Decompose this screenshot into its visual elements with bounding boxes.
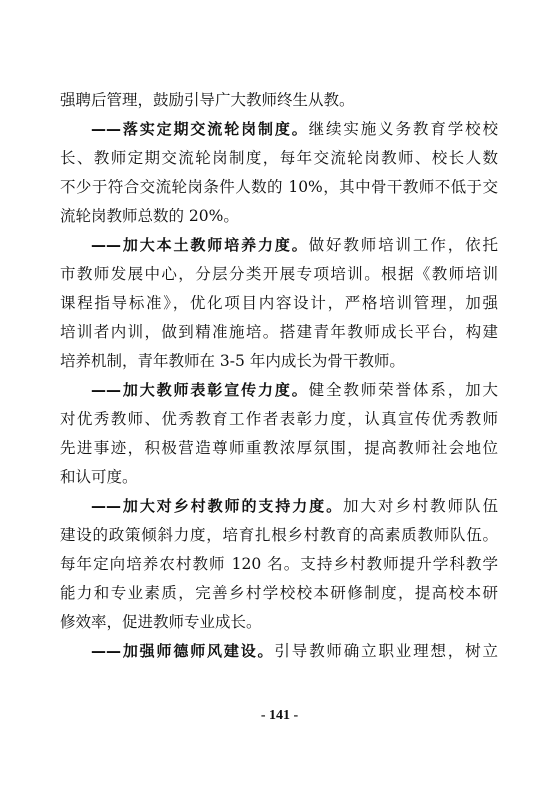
body-text-line: 每年定向培养农村教师 120 名。支持乡村教师提升学科教学 xyxy=(60,555,498,573)
section-heading: ——加大教师表彰宣传力度。 xyxy=(91,381,309,399)
section-heading: ——加强师德师风建设。 xyxy=(91,642,275,660)
body-text-line: 对优秀教师、优秀教育工作者表彰力度，认真宣传优秀教师 xyxy=(60,410,498,428)
body-text: 做好教师培训工作，依托 xyxy=(308,236,498,254)
body-text: 继续实施义务教育学校校 xyxy=(308,120,498,138)
paragraph-rural-support xyxy=(60,492,498,637)
body-text-line: 不少于符合交流轮岗条件人数的 10%，其中骨干教师不低于交 xyxy=(60,178,498,196)
body-text-line: 培训者内训，做到精准施培。搭建青年教师成长平台，构建 xyxy=(60,323,498,341)
page-number: - 141 - xyxy=(260,708,299,723)
paragraph-commendation xyxy=(60,376,498,492)
body-text-line: 流轮岗教师总数的 20%。 xyxy=(60,207,239,225)
body-text-line: 课程指导标准》，优化项目内容设计，严格培训管理，加强 xyxy=(60,294,498,312)
section-heading: ——加大对乡村教师的支持力度。 xyxy=(91,497,344,515)
section-heading: ——落实定期交流轮岗制度。 xyxy=(91,120,309,138)
paragraph-first-line xyxy=(60,637,498,666)
body-text-line: 先进事迹，积极营造尊师重教浓厚氛围，提高教师社会地位 xyxy=(60,439,498,457)
body-text: 引导教师确立职业理想，树立 xyxy=(274,642,498,660)
body-text: 健全教师荣誉体系，加大 xyxy=(308,381,498,399)
section-heading: ——加大本土教师培养力度。 xyxy=(91,236,309,254)
paragraph-local-training xyxy=(60,231,498,376)
body-text-line: 修效率，促进教师专业成长。 xyxy=(60,613,262,631)
body-text-line: 培养机制，青年教师在 3-5 年内成长为骨干教师。 xyxy=(60,352,405,370)
body-text: 加大对乡村教师队伍 xyxy=(343,497,498,515)
body-text-line: 建设的政策倾斜力度，培育扎根乡村教育的高素质教师队伍。 xyxy=(60,526,498,544)
paragraph-first-line xyxy=(60,492,498,521)
paragraph-first-line xyxy=(60,376,498,405)
document-page xyxy=(60,86,498,666)
body-text-line: 长、教师定期交流轮岗制度，每年交流轮岗教师、校长人数 xyxy=(60,149,498,167)
intro-text-line: 强聘后管理，鼓励引导广大教师终生从教。 xyxy=(60,91,355,109)
paragraph-rotation-system xyxy=(60,115,498,231)
paragraph-first-line xyxy=(60,231,498,260)
paragraph-ethics xyxy=(60,637,498,666)
paragraph-first-line xyxy=(60,115,498,144)
body-text-line: 市教师发展中心，分层分类开展专项培训。根据《教师培训 xyxy=(60,265,498,283)
body-text-line: 和认可度。 xyxy=(60,468,138,486)
body-text-line: 能力和专业素质，完善乡村学校校本研修制度，提高校本研 xyxy=(60,584,498,602)
